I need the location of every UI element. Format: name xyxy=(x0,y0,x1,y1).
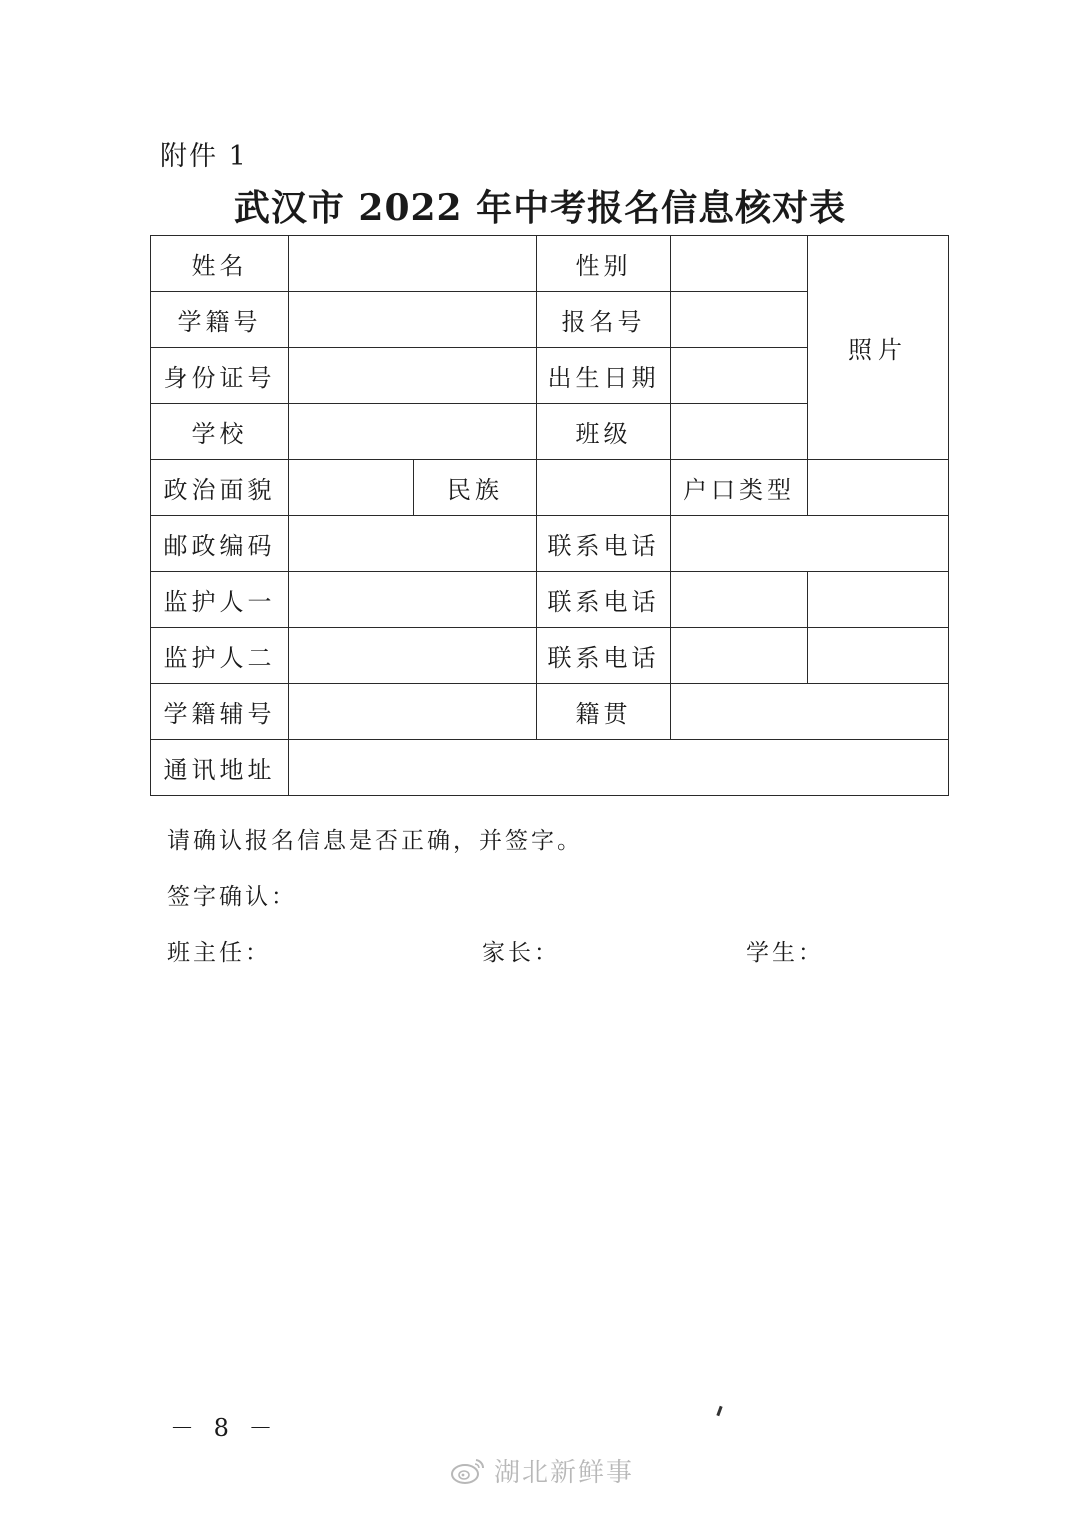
label-id-number: 身份证号 xyxy=(151,348,289,404)
label-guardian-1: 监护人一 xyxy=(151,572,289,628)
table-row xyxy=(151,628,949,684)
value-address xyxy=(289,740,949,796)
table-row xyxy=(151,572,949,628)
value-native-place xyxy=(671,684,949,740)
scan-mark xyxy=(716,1406,722,1416)
label-school: 学校 xyxy=(151,404,289,460)
value-guardian-1 xyxy=(289,572,537,628)
value-student-id xyxy=(289,292,537,348)
value-guardian-1-phone xyxy=(671,572,808,628)
label-birth-date: 出生日期 xyxy=(537,348,671,404)
value-gender xyxy=(671,236,808,292)
label-address: 通讯地址 xyxy=(151,740,289,796)
value-ethnicity xyxy=(537,460,671,516)
watermark-text: 湖北新鲜事 xyxy=(494,1458,635,1488)
value-guardian-2 xyxy=(289,628,537,684)
registration-info-table xyxy=(150,235,949,796)
value-guardian-1-extra xyxy=(808,572,949,628)
photo-box: 照片 xyxy=(808,236,949,460)
form-title: 武汉市 2022 年中考报名信息核对表 xyxy=(233,187,847,229)
weibo-icon xyxy=(450,1456,486,1486)
table-row xyxy=(151,740,949,796)
attachment-label: 附件 1 xyxy=(160,141,248,172)
value-guardian-2-extra xyxy=(808,628,949,684)
label-contact-phone: 联系电话 xyxy=(537,516,671,572)
signature-student: 学生： xyxy=(746,940,824,966)
label-student-id: 学籍号 xyxy=(151,292,289,348)
label-guardian-1-phone: 联系电话 xyxy=(537,572,671,628)
signature-teacher: 班主任： xyxy=(167,940,271,966)
value-guardian-2-phone xyxy=(671,628,808,684)
table-row xyxy=(151,684,949,740)
page-number: － 8 － xyxy=(170,1414,279,1442)
label-native-place: 籍贯 xyxy=(537,684,671,740)
value-postal-code xyxy=(289,516,537,572)
value-school xyxy=(289,404,537,460)
value-contact-phone xyxy=(671,516,949,572)
table-row xyxy=(151,460,949,516)
signature-parent: 家长： xyxy=(482,940,560,966)
value-id-number xyxy=(289,348,537,404)
value-political-status xyxy=(289,460,414,516)
signature-confirm-label: 签字确认： xyxy=(167,884,297,910)
watermark xyxy=(450,1452,634,1489)
label-name: 姓名 xyxy=(151,236,289,292)
value-birth-date xyxy=(671,348,808,404)
label-ethnicity: 民族 xyxy=(414,460,537,516)
label-student-aux-id: 学籍辅号 xyxy=(151,684,289,740)
label-guardian-2: 监护人二 xyxy=(151,628,289,684)
label-household-type: 户口类型 xyxy=(671,460,808,516)
label-postal-code: 邮政编码 xyxy=(151,516,289,572)
value-name xyxy=(289,236,537,292)
value-class xyxy=(671,404,808,460)
label-gender: 性别 xyxy=(537,236,671,292)
confirm-instruction: 请确认报名信息是否正确，并签字。 xyxy=(167,828,583,854)
table-row xyxy=(151,236,949,292)
label-registration-no: 报名号 xyxy=(537,292,671,348)
label-guardian-2-phone: 联系电话 xyxy=(537,628,671,684)
table-row xyxy=(151,516,949,572)
label-class: 班级 xyxy=(537,404,671,460)
value-student-aux-id xyxy=(289,684,537,740)
value-registration-no xyxy=(671,292,808,348)
label-political-status: 政治面貌 xyxy=(151,460,289,516)
value-household-type xyxy=(808,460,949,516)
